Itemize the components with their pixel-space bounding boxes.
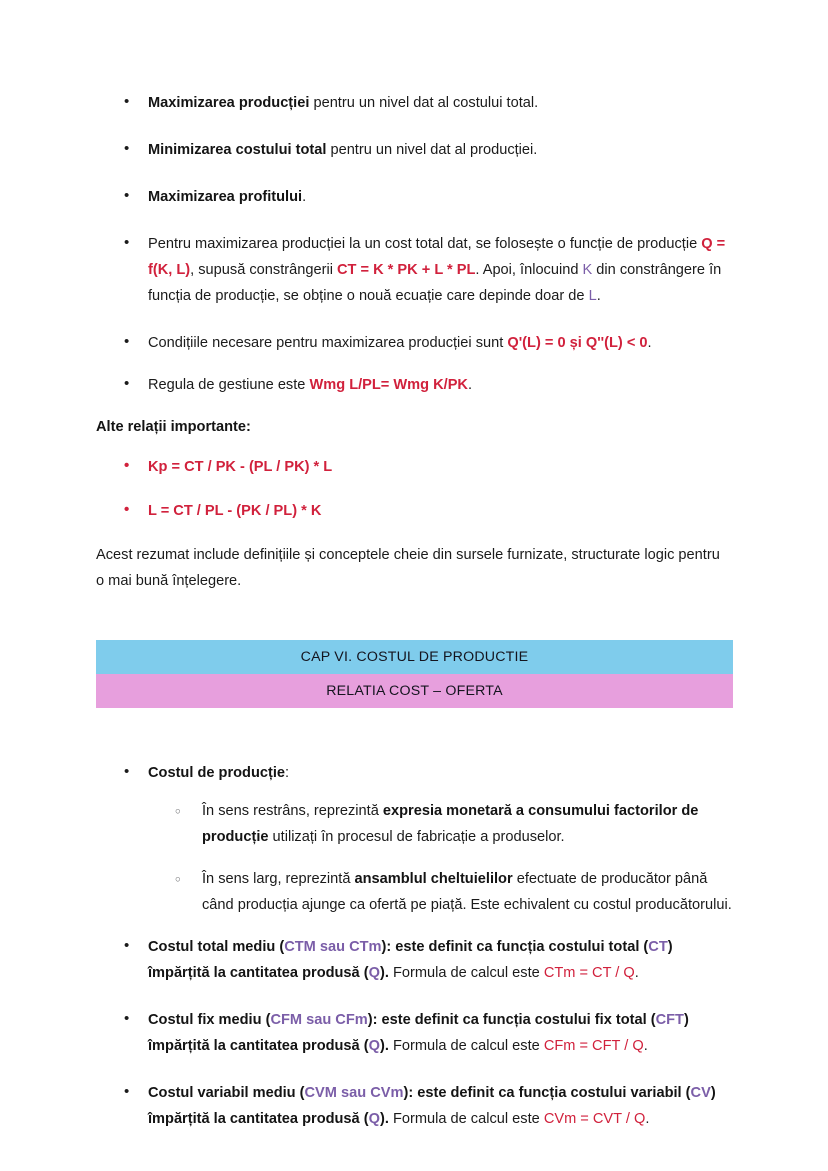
text-fragment: În sens restrâns, reprezintă	[202, 803, 383, 819]
text-fragment: .	[645, 1111, 650, 1127]
variable-k: K	[582, 262, 593, 278]
abbreviation-cv: CV	[690, 1085, 711, 1101]
list-item: • L = CT / PL - (PK / PL) * K	[96, 498, 732, 524]
text-fragment: . Apoi, înlocuind	[475, 262, 583, 278]
chapter-banner-group	[96, 640, 733, 708]
formula-cvm: CVm = CVT / Q	[543, 1111, 646, 1127]
abbreviation-q: Q	[368, 1111, 380, 1127]
abbreviation-ct: CT	[648, 939, 668, 955]
text-fragment: Formula de calcul este	[392, 1038, 544, 1054]
other-relations-list	[96, 454, 732, 524]
management-rule-item	[96, 372, 732, 398]
text-fragment: .	[596, 288, 601, 304]
text-fragment: .	[647, 335, 652, 351]
text-fragment: Regula de gestiune este	[148, 377, 310, 393]
abbreviation-cvm: CVM sau CVm	[304, 1085, 404, 1101]
text-fragment: ) împărțită la cantitatea produsă (	[148, 1085, 716, 1127]
abbreviation-q: Q	[368, 965, 380, 981]
cost-of-production-item	[96, 760, 732, 918]
text-fragment: efectuate de producător până când producția ajunge ca ofertă pe piață. Este echivalent cu costul producătorului.	[202, 871, 732, 913]
chapter-title-text: CAP VI. COSTUL DE PRODUCTIE	[300, 649, 529, 665]
text-fragment: Costul fix mediu (	[148, 1012, 271, 1028]
production-maximization-item	[96, 231, 732, 309]
average-total-cost-item	[96, 934, 732, 986]
bullet-rest: :	[285, 765, 290, 781]
chapter-title-banner	[96, 640, 733, 674]
formula-cfm: CFm = CFT / Q	[543, 1038, 644, 1054]
cost-sense-sublist	[148, 798, 732, 918]
text-fragment: ): este definit ca	[403, 1085, 519, 1101]
bullet-bold-lead: Maximizarea profitului	[148, 189, 303, 205]
bullet-rest: pentru un nivel dat al costului total.	[309, 95, 539, 111]
text-fragment: În sens larg, reprezintă	[202, 871, 355, 887]
text-fragment: ).	[379, 1111, 393, 1127]
formula-management-rule: Wmg L/PL= Wmg K/PK	[309, 377, 468, 393]
bullet-bold-lead: Minimizarea costului total	[148, 142, 327, 158]
list-item: • Kp = CT / PK - (PL / PK) * L	[96, 454, 732, 480]
text-fragment: Pentru maximizarea producției la un cost total dat, se folosește o funcție de producție	[148, 236, 702, 252]
chapter-subtitle-text: RELATIA COST – OFERTA	[326, 683, 503, 699]
list-item	[96, 137, 732, 163]
abbreviation-q: Q	[368, 1038, 380, 1054]
other-relations-heading: Alte relații importante:	[96, 419, 251, 435]
closing-paragraph: Acest rezumat include definițiile și conceptele cheie din sursele furnizate, structurate logic pentru o mai bună înțelegere.	[96, 547, 720, 589]
list-item	[96, 90, 732, 116]
text-fragment: ).	[379, 1038, 393, 1054]
text-fragment: Formula de calcul este	[392, 1111, 544, 1127]
text-fragment: din constrângere în funcția de producție, se obține o nouă ecuație care depinde doar de	[148, 262, 722, 304]
objectives-list	[96, 90, 732, 398]
bullet-bold-lead: Costul de producție	[148, 765, 286, 781]
text-fragment: Formula de calcul este	[392, 965, 544, 981]
emphasis: ansamblul cheltuielilor	[354, 871, 513, 887]
chapter-subtitle-banner	[96, 674, 733, 708]
average-variable-cost-item	[96, 1080, 732, 1132]
average-fixed-cost-item	[96, 1007, 732, 1059]
text-fragment: ): este definit ca	[367, 1012, 483, 1028]
text-fragment: , supusă constrângerii	[190, 262, 337, 278]
formula-cost-constraint: CT = K * PK + L * PL	[337, 262, 476, 278]
text-fragment: Condițiile necesare pentru maximizarea producției sunt	[148, 335, 508, 351]
cost-definitions-list	[96, 760, 732, 1132]
text-fragment: ).	[379, 965, 393, 981]
list-item	[148, 866, 732, 918]
text-fragment: funcția costului total (	[496, 939, 649, 955]
text-fragment: Costul total mediu (	[148, 939, 285, 955]
abbreviation-cfm: CFM sau CFm	[270, 1012, 368, 1028]
list-item	[148, 798, 732, 850]
text-fragment: .	[643, 1038, 648, 1054]
text-fragment: ) împărțită la cantitatea produsă (	[148, 939, 673, 981]
bullet-bold-lead: Maximizarea producției	[148, 95, 310, 111]
text-fragment: ): este definit ca	[381, 939, 497, 955]
text-fragment: .	[634, 965, 639, 981]
bullet-rest: .	[302, 189, 307, 205]
abbreviation-cft: CFT	[655, 1012, 684, 1028]
variable-l: L	[588, 288, 597, 304]
text-fragment: funcția costului fix total (	[482, 1012, 656, 1028]
text-fragment: utilizați în procesul de fabricație a produselor.	[268, 829, 565, 845]
text-fragment: Costul variabil mediu (	[148, 1085, 305, 1101]
formula-ctm: CTm = CT / Q	[543, 965, 635, 981]
text-fragment: ) împărțită la cantitatea produsă (	[148, 1012, 689, 1054]
text-fragment: .	[467, 377, 473, 393]
conditions-item	[96, 330, 732, 356]
bullet-rest: pentru un nivel dat al producției.	[326, 142, 538, 158]
formula-conditions: Q'(L) = 0 și Q''(L) < 0	[507, 335, 648, 351]
emphasis: expresia monetară a consumului factorilor de producție	[202, 803, 699, 845]
formula-production-function: Q = f(K, L)	[148, 236, 726, 278]
abbreviation-ctm: CTM sau CTm	[284, 939, 382, 955]
list-item	[96, 184, 732, 210]
text-fragment: funcția costului variabil (	[518, 1085, 691, 1101]
